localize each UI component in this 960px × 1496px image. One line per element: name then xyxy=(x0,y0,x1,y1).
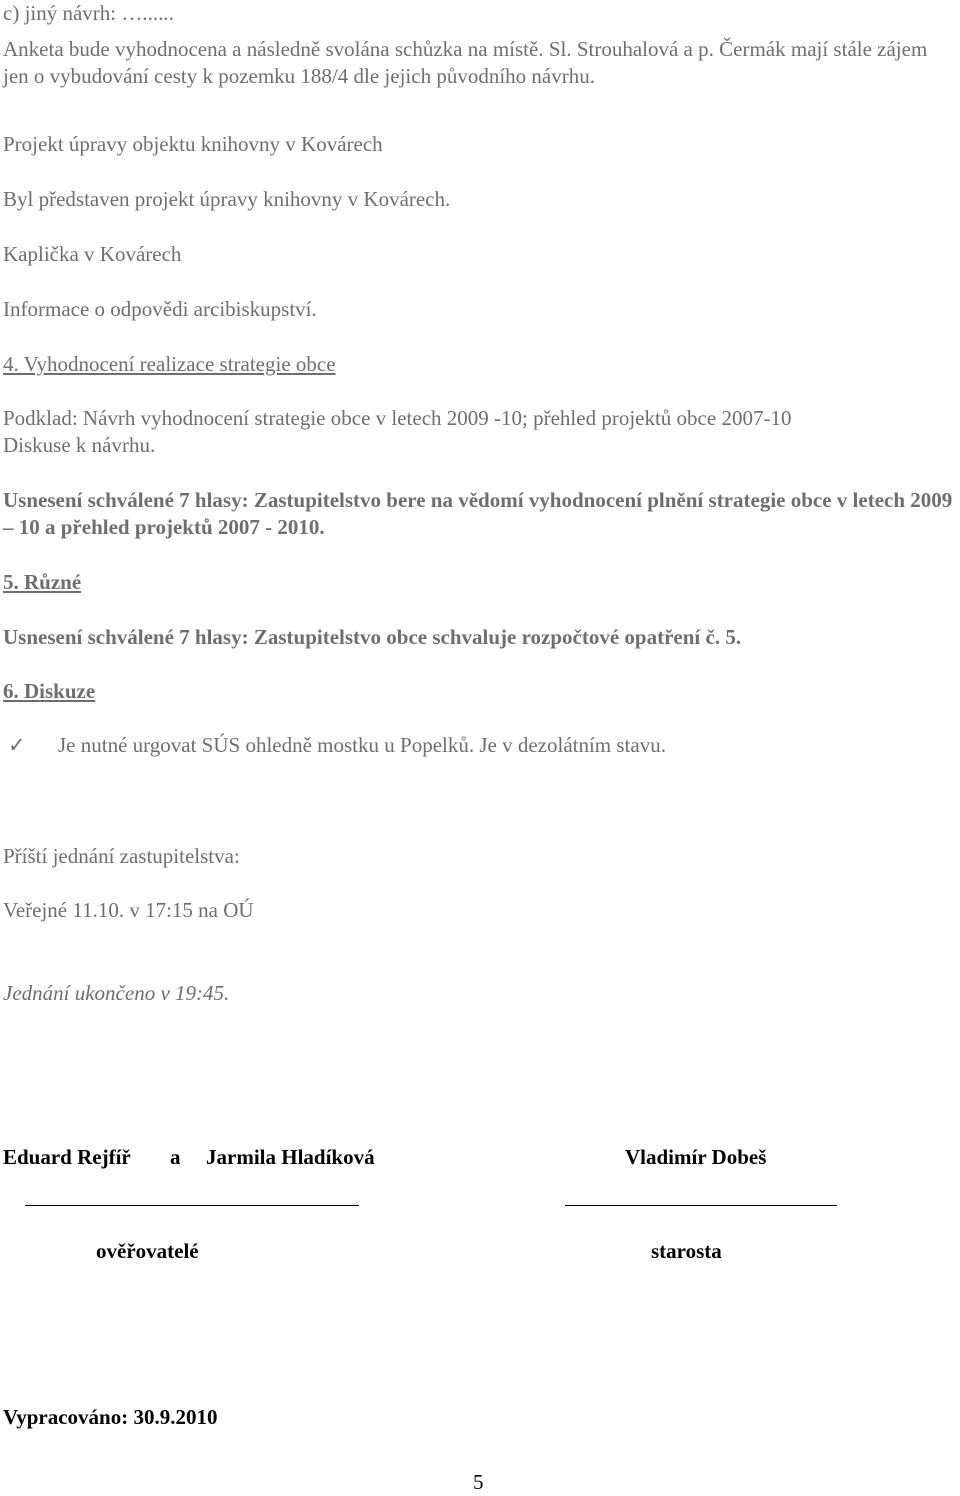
mayor-signature-line xyxy=(565,1205,837,1206)
chapel-heading: Kaplička v Kovárech xyxy=(3,242,182,266)
next-meeting-value: Veřejné 11.10. v 17:15 na OÚ xyxy=(3,898,254,922)
chapel-text: Informace o odpovědi arcibiskupství. xyxy=(3,297,317,321)
section-4-discussion: Diskuse k návrhu. xyxy=(3,433,156,457)
verifier-connector: a xyxy=(170,1145,181,1169)
prepared-date: Vypracováno: 30.9.2010 xyxy=(3,1405,218,1429)
verifier-1-name: Eduard Rejfíř xyxy=(3,1145,131,1169)
discussion-item xyxy=(8,732,666,759)
survey-paragraph: Anketa bude vyhodnocena a následně svolána schůzka na místě. Sl. Strouhalová a p. Čermák mají stále zájem jen o vybudování cesty k pozemku 188/4 dle jejich původního návrhu. xyxy=(3,37,928,88)
next-meeting-label: Příští jednání zastupitelstva: xyxy=(3,844,240,868)
mayor-name: Vladimír Dobeš xyxy=(625,1145,767,1169)
section-5-resolution: Usnesení schválené 7 hlasy: Zastupitelstvo obce schvaluje rozpočtové opatření č. 5. xyxy=(3,625,742,649)
verifiers-role-label: ověřovatelé xyxy=(96,1239,199,1263)
library-project-heading: Projekt úpravy objektu knihovny v Kovárech xyxy=(3,132,383,156)
check-icon: ✓ xyxy=(8,733,26,757)
section-6-heading: 6. Diskuze xyxy=(3,679,96,703)
verifier-2-name: Jarmila Hladíková xyxy=(206,1145,375,1169)
discussion-item-text: Je nutné urgovat SÚS ohledně mostku u Popelků. Je v dezolátním stavu. xyxy=(58,733,666,757)
section-4-resolution: Usnesení schválené 7 hlasy: Zastupitelstvo bere na vědomí vyhodnocení plnění strategie obce v letech 2009 – 10 a přehled projektů 2007 - 2010. xyxy=(3,488,953,539)
section-4-basis: Podklad: Návrh vyhodnocení strategie obce v letech 2009 -10; přehled projektů obce 2007-10 xyxy=(3,406,792,430)
mayor-role-label: starosta xyxy=(651,1239,722,1263)
verifiers-signature-line xyxy=(25,1205,359,1206)
library-project-text: Byl představen projekt úpravy knihovny v Kovárech. xyxy=(3,187,451,211)
meeting-end: Jednání ukončeno v 19:45. xyxy=(3,981,230,1005)
option-c-line: c) jiný návrh: …...... xyxy=(3,1,174,25)
section-5-heading: 5. Různé xyxy=(3,570,82,594)
page-number: 5 xyxy=(473,1470,484,1494)
section-4-heading: 4. Vyhodnocení realizace strategie obce xyxy=(3,352,336,376)
